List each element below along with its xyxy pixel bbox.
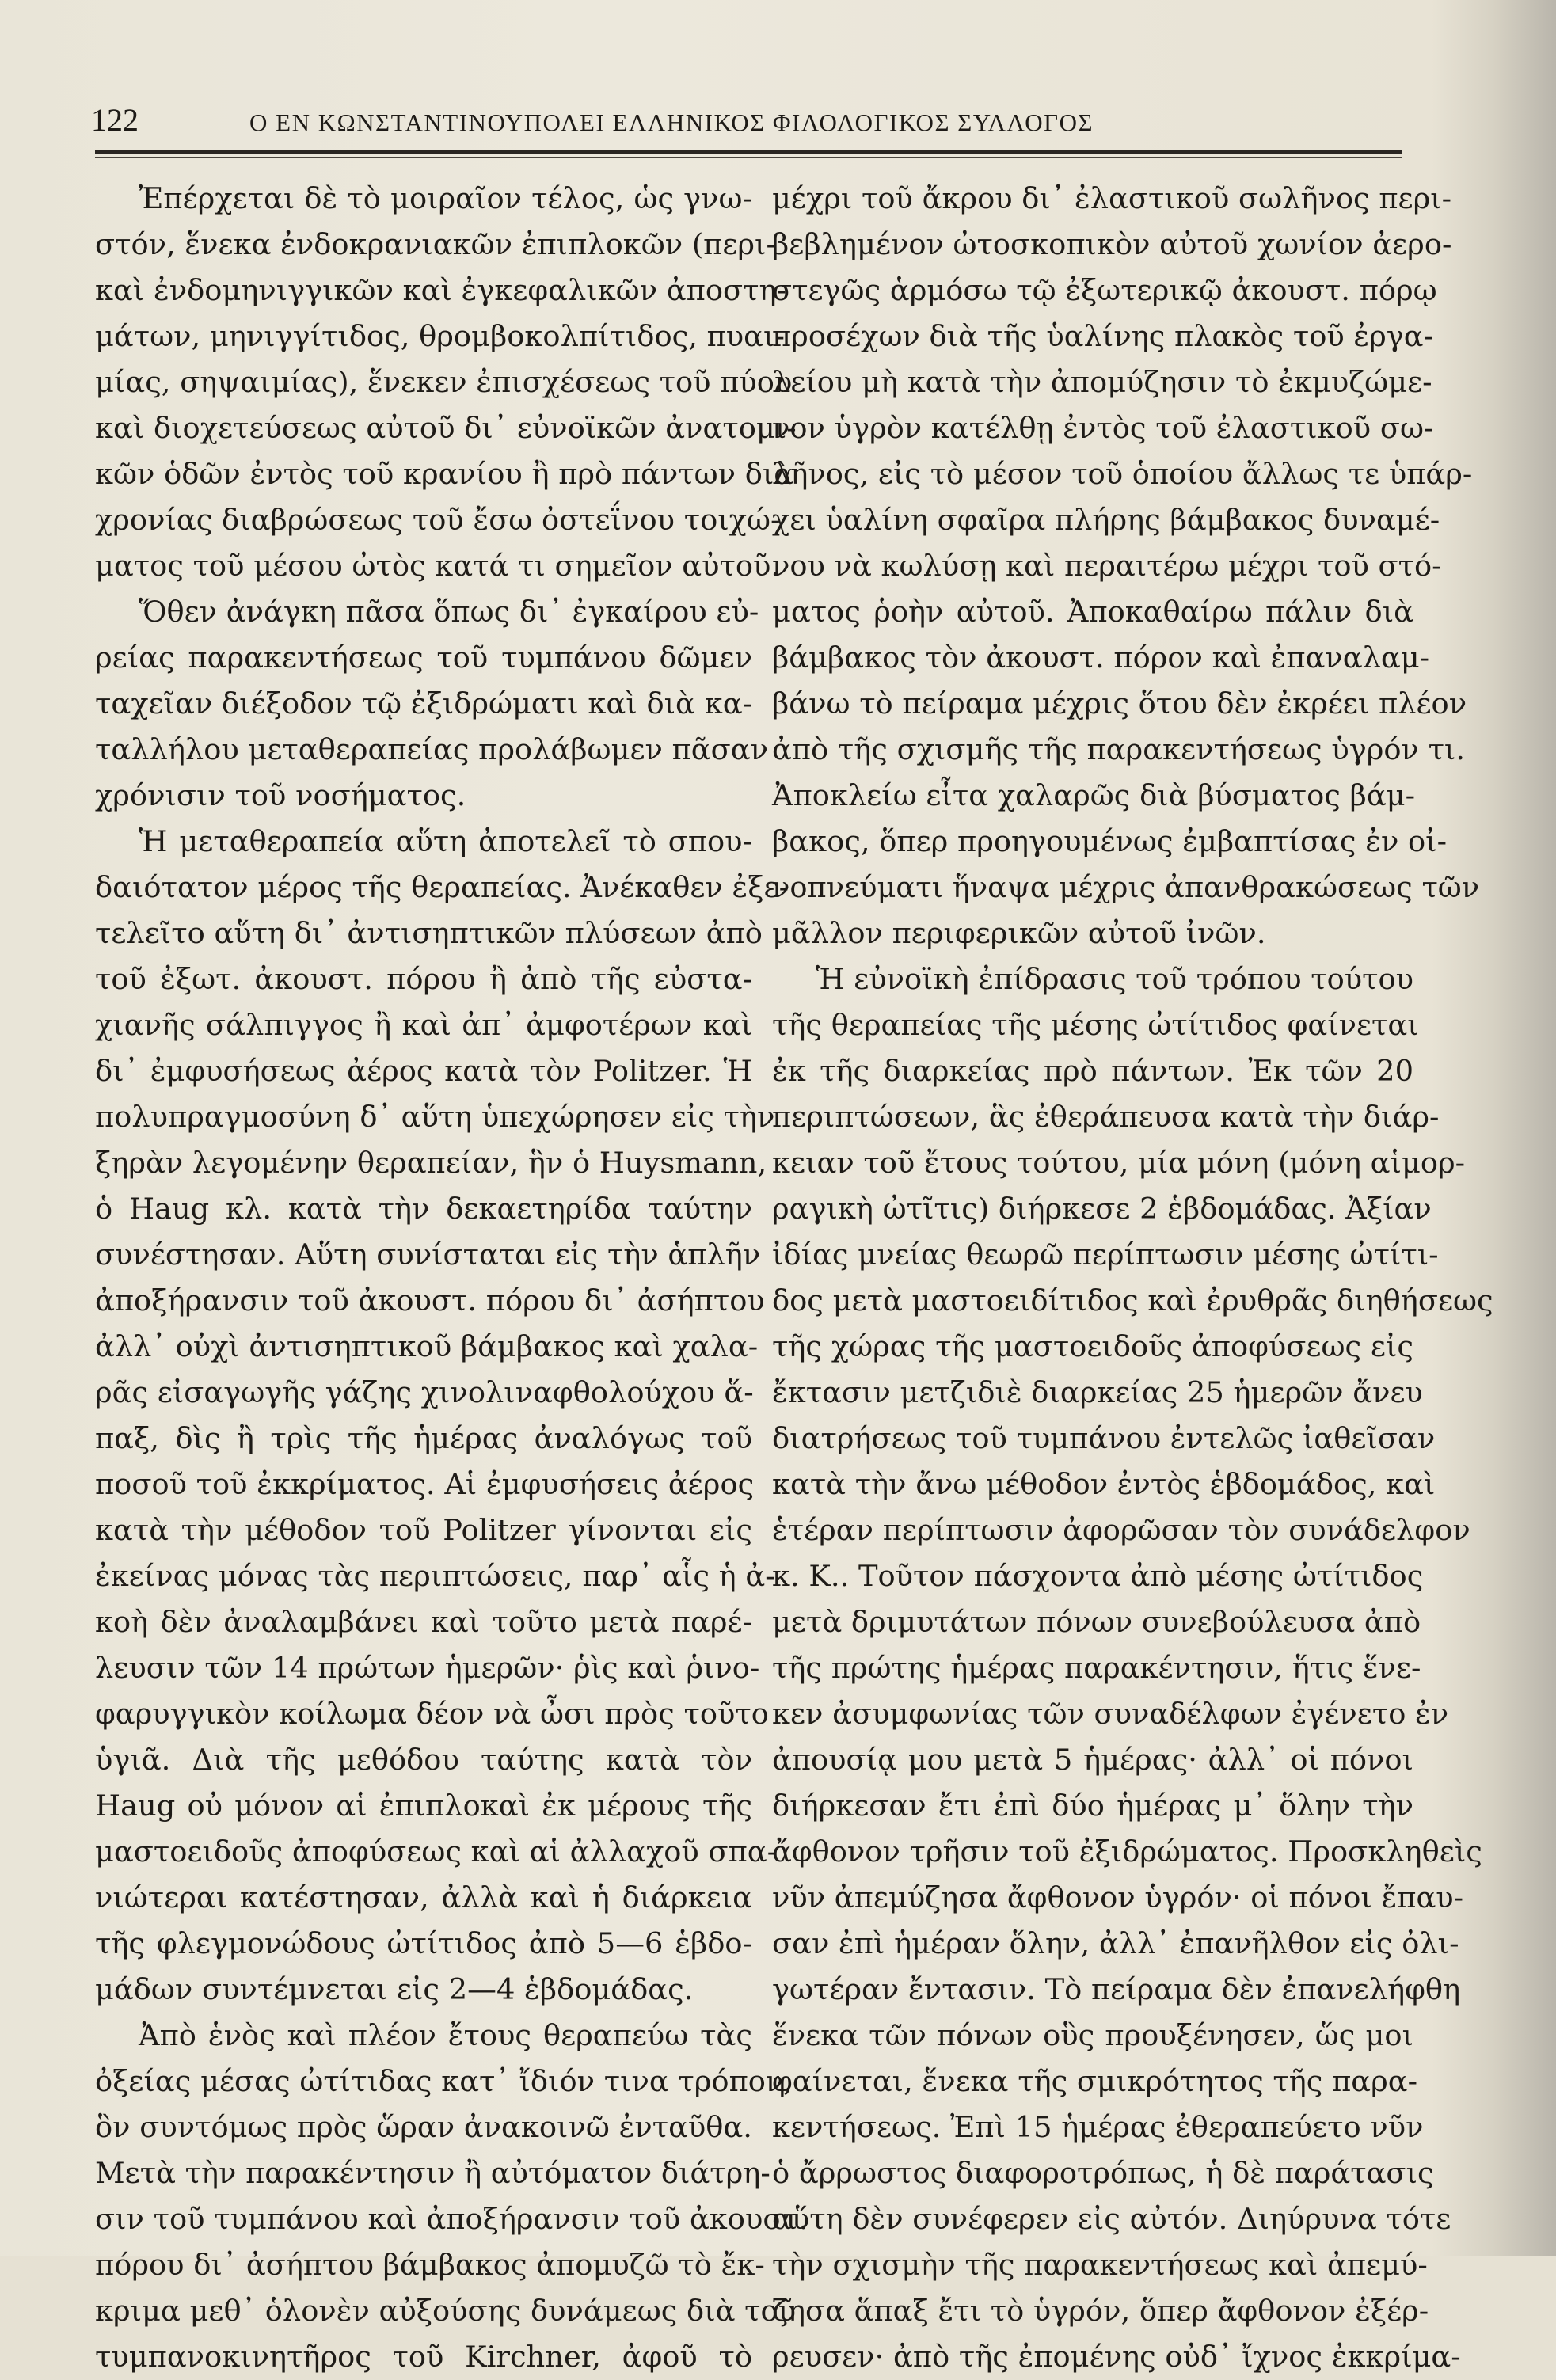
text-line: Ὅθεν ἀνάγκη πᾶσα ὅπως δι᾽ ἐγκαίρου εὐ- (139, 595, 759, 629)
text-line: τὴν σχισμὴν τῆς παρακεντήσεως καὶ ἀπεμύ- (772, 2248, 1428, 2282)
text-line: ξηρὰν λεγομένην θεραπείαν, ἣν ὁ Huysmann, (95, 1146, 767, 1180)
text-line: χρόνισιν τοῦ νοσήματος. (95, 778, 466, 812)
text-line: γωτέραν ἔντασιν. Τὸ πείραμα δὲν ἐπανελήφθη (772, 1972, 1461, 2006)
text-line: παξ, δὶς ἢ τρὶς τῆς ἡμέρας ἀναλόγως τοῦ (95, 1421, 752, 1455)
text-line: βάμβακος τὸν ἀκουστ. πόρον καὶ ἐπαναλαμ- (772, 641, 1430, 675)
text-line: ἐκ τῆς διαρκείας πρὸ πάντων. Ἐκ τῶν 20 (772, 1054, 1413, 1088)
text-line: βάνω τὸ πείραμα μέχρις ὅτου δὲν ἐκρέει πλέον (772, 686, 1467, 720)
text-line: σαν ἐπὶ ἡμέραν ὅλην, ἀλλ᾽ ἐπανῆλθον εἰς ὀλι- (772, 1926, 1459, 1960)
text-line: ρείας παρακεντήσεως τοῦ τυμπάνου δῶμεν (95, 641, 752, 675)
text-line: ματος τοῦ μέσου ὠτὸς κατά τι σημεῖον αὐτοῦ. (95, 549, 781, 583)
header-rule-thin (95, 157, 1402, 158)
text-line: ἀπὸ τῆς σχισμῆς τῆς παρακεντήσεως ὑγρόν τι. (772, 732, 1466, 766)
text-line: ἐκείνας μόνας τὰς περιπτώσεις, παρ᾽ αἷς ἡ ἀ- (95, 1559, 775, 1593)
text-line: μίας, σηψαιμίας), ἕνεκεν ἐπισχέσεως τοῦ πύου (95, 365, 793, 399)
text-line: βεβλημένον ὠτοσκοπικὸν αὐτοῦ χωνίον ἀερο- (772, 227, 1452, 261)
text-line: λευσιν τῶν 14 πρώτων ἡμερῶν· ῥὶς καὶ ῥινο- (95, 1651, 760, 1685)
text-line: τῆς πρώτης ἡμέρας παρακέντησιν, ἥτις ἕνε- (772, 1651, 1421, 1685)
text-line: φαρυγγικὸν κοίλωμα δέον νὰ ὦσι πρὸς τοῦτο (95, 1697, 769, 1731)
text-line: ἀπουσίᾳ μου μετὰ 5 ἡμέρας· ἀλλ᾽ οἱ πόνοι (772, 1743, 1413, 1777)
text-line: ὃν συντόμως πρὸς ὥραν ἀνακοινῶ ἐνταῦθα. (95, 2110, 752, 2144)
text-line: Μετὰ τὴν παρακέντησιν ἢ αὐτόματον διάτρη- (95, 2156, 770, 2190)
text-line: νου νὰ κωλύσῃ καὶ περαιτέρω μέχρι τοῦ στό- (772, 549, 1442, 583)
text-line: φαίνεται, ἕνεκα τῆς σμικρότητος τῆς παρα- (772, 2064, 1418, 2098)
text-line: ἑτέραν περίπτωσιν ἀφορῶσαν τὸν συνάδελφον (772, 1513, 1470, 1547)
text-line: ματος ῥοὴν αὐτοῦ. Ἀποκαθαίρω πάλιν διὰ (772, 595, 1413, 629)
text-line: λείου μὴ κατὰ τὴν ἀπομύζησιν τὸ ἐκμυζώμε- (772, 365, 1432, 399)
text-line: νον ὑγρὸν κατέλθῃ ἐντὸς τοῦ ἐλαστικοῦ σω- (772, 411, 1434, 445)
text-line: κοὴ δὲν ἀναλαμβάνει καὶ τοῦτο μετὰ παρέ- (95, 1605, 752, 1639)
text-line: δαιότατον μέρος τῆς θεραπείας. Ἀνέκαθεν ἐξε- (95, 870, 789, 904)
text-line: κειαν τοῦ ἔτους τούτου, μία μόνη (μόνη αἱμορ- (772, 1146, 1466, 1180)
text-line: ὁ Haug κλ. κατὰ τὴν δεκαετηρίδα ταύτην (95, 1192, 752, 1226)
text-line: κεν ἀσυμφωνίας τῶν συναδέλφων ἐγένετο ἐν (772, 1697, 1449, 1731)
text-line: ἀποξήρανσιν τοῦ ἀκουστ. πόρου δι᾽ ἀσήπτου (95, 1283, 765, 1317)
text-line: ταλλήλου μεταθεραπείας προλάβωμεν πᾶσαν (95, 732, 768, 766)
text-line: διατρήσεως τοῦ τυμπάνου ἐντελῶς ἰαθεῖσαν (772, 1421, 1436, 1455)
text-line: κατὰ τὴν ἄνω μέθοδον ἐντὸς ἑβδομάδος, καὶ (772, 1467, 1436, 1501)
left-column (95, 176, 808, 2380)
text-line: τυμπανοκινητῆρος τοῦ Kirchner, ἀφοῦ τὸ (95, 2340, 752, 2374)
text-line: χιανῆς σάλπιγγος ἢ καὶ ἀπ᾽ ἀμφοτέρων καὶ (95, 1008, 752, 1042)
text-line: πόρου δι᾽ ἀσήπτου βάμβακος ἀπομυζῶ τὸ ἔκ- (95, 2248, 765, 2282)
right-column (772, 176, 1493, 2380)
text-line: λῆνος, εἰς τὸ μέσον τοῦ ὁποίου ἄλλως τε ὑπάρ- (772, 457, 1473, 491)
text-line: μάτων, μηνιγγίτιδος, θρομβοκολπίτιδος, πυαι- (95, 319, 785, 353)
text-line: τῆς χώρας τῆς μαστοειδοῦς ἀποφύσεως εἰς (772, 1329, 1413, 1363)
text-line: καὶ ἐνδομηνιγγικῶν καὶ ἐγκεφαλικῶν ἀποστη- (95, 273, 786, 307)
text-line: ρευσεν· ἀπὸ τῆς ἐπομένης οὐδ᾽ ἴχνος ἐκκρίμα- (772, 2340, 1461, 2374)
running-title: Ο ΕΝ ΚΩΝΣΤΑΝΤΙΝΟΥΠΟΛΕΙ ΕΛΛΗΝΙΚΟΣ ΦΙΛΟΛΟΓΙΚΟΣ ΣΥΛΛΟΓΟΣ (249, 108, 1094, 136)
text-line: κατὰ τὴν μέθοδον τοῦ Politzer γίνονται εἰς (95, 1513, 752, 1547)
text-line: μετὰ δριμυτάτων πόνων συνεβούλευσα ἀπὸ (772, 1605, 1421, 1639)
text-line: ὁ ἄρρωστος διαφοροτρόπως, ἡ δὲ παράτασις (772, 2156, 1434, 2190)
text-line: αὕτη δὲν συνέφερεν εἰς αὐτόν. Διηύρυνα τότε (772, 2202, 1451, 2236)
text-line: κεντήσεως. Ἐπὶ 15 ἡμέρας ἐθεραπεύετο νῦν (772, 2110, 1424, 2144)
text-line: Ἡ μεταθεραπεία αὕτη ἀποτελεῖ τὸ σπου- (139, 824, 752, 858)
text-line: δος μετὰ μαστοειδίτιδος καὶ ἐρυθρᾶς διηθήσεως (772, 1283, 1493, 1317)
text-line: μάδων συντέμνεται εἰς 2—4 ἑβδομάδας. (95, 1972, 694, 2006)
text-line: ζησα ἅπαξ ἔτι τὸ ὑγρόν, ὅπερ ἄφθονον ἐξέρ- (772, 2294, 1429, 2328)
text-line: ταχεῖαν διέξοδον τῷ ἐξιδρώματι καὶ διὰ κα- (95, 686, 752, 720)
text-line: κ. Κ.. Τοῦτον πάσχοντα ἀπὸ μέσης ὠτίτιδος (772, 1559, 1424, 1593)
text-line: Ἡ εὐνοϊκὴ ἐπίδρασις τοῦ τρόπου τούτου (816, 962, 1414, 996)
text-line: συνέστησαν. Αὕτη συνίσταται εἰς τὴν ἁπλῆν (95, 1238, 761, 1272)
text-line: προσέχων διὰ τῆς ὑαλίνης πλακὸς τοῦ ἐργα- (772, 319, 1434, 353)
page-number: 122 (91, 102, 139, 138)
text-line: τῆς θεραπείας τῆς μέσης ὠτίτιδος φαίνεται (772, 1008, 1419, 1042)
text-line: χρονίας διαβρώσεως τοῦ ἔσω ὀστεΐνου τοιχώ- (95, 503, 781, 537)
text-line: Ἀπὸ ἑνὸς καὶ πλέον ἔτους θεραπεύω τὰς (139, 2018, 752, 2052)
text-line: ἀλλ᾽ οὐχὶ ἀντισηπτικοῦ βάμβακος καὶ χαλα- (95, 1329, 759, 1363)
text-line: ἕνεκα τῶν πόνων οὓς προυξένησεν, ὥς μοι (772, 2018, 1413, 2052)
text-line: ρᾶς εἰσαγωγῆς γάζης χινολιναφθολούχου ἅ- (95, 1375, 754, 1409)
text-line: ραγικὴ ὠτῖτις) διήρκεσε 2 ἑβδομάδας. Ἀξίαν (772, 1192, 1432, 1226)
text-line: ὀξείας μέσας ὠτίτιδας κατ᾽ ἴδιόν τινα τρόπον, (95, 2064, 793, 2098)
text-line: Ἐπέρχεται δὲ τὸ μοιραῖον τέλος, ὡς γνω- (139, 181, 752, 215)
text-line: περιπτώσεων, ἃς ἐθεράπευσα κατὰ τὴν διάρ- (772, 1100, 1440, 1134)
text-line: νιώτεραι κατέστησαν, ἀλλὰ καὶ ἡ διάρκεια (95, 1880, 752, 1914)
text-line: μέχρι τοῦ ἄκρου δι᾽ ἐλαστικοῦ σωλῆνος περι- (772, 181, 1452, 215)
text-line: κῶν ὁδῶν ἐντὸς τοῦ κρανίου ἢ πρὸ πάντων διὰ (95, 457, 794, 491)
text-line: μᾶλλον περιφερικῶν αὐτοῦ ἰνῶν. (772, 916, 1266, 950)
running-header (91, 101, 1390, 139)
text-line: κριμα μεθ᾽ ὁλονὲν αὐξούσης δυνάμεως διὰ τοῦ (95, 2294, 797, 2328)
text-line: νοπνεύματι ἥναψα μέχρις ἀπανθρακώσεως τῶν (772, 870, 1480, 904)
text-line: ὑγιᾶ. Διὰ τῆς μεθόδου ταύτης κατὰ τὸν (95, 1743, 752, 1777)
text-line: χει ὑαλίνη σφαῖρα πλήρης βάμβακος δυναμέ- (772, 503, 1440, 537)
text-line: στόν, ἕνεκα ἐνδοκρανιακῶν ἐπιπλοκῶν (περι- (95, 227, 776, 261)
text-line: τελεῖτο αὕτη δι᾽ ἀντισηπτικῶν πλύσεων ἀπὸ (95, 916, 763, 950)
text-line: στεγῶς ἁρμόσω τῷ ἐξωτερικῷ ἀκουστ. πόρῳ (772, 273, 1437, 307)
text-line: διήρκεσαν ἔτι ἐπὶ δύο ἡμέρας μ᾽ ὅλην τὴν (772, 1789, 1413, 1823)
text-line: Ἀποκλείω εἶτα χαλαρῶς διὰ βύσματος βάμ- (772, 778, 1416, 812)
text-line: πολυπραγμοσύνη δ᾽ αὕτη ὑπεχώρησεν εἰς τὴν (95, 1100, 775, 1134)
text-line: ἄφθονον τρῆσιν τοῦ ἐξιδρώματος. Προσκληθεὶς (772, 1834, 1482, 1869)
header-rule-thick (95, 150, 1402, 154)
text-line: Haug οὐ μόνον αἱ ἐπιπλοκαὶ ἐκ μέρους τῆς (95, 1789, 752, 1823)
text-line: ἔκτασιν μετζιδιὲ διαρκείας 25 ἡμερῶν ἄνευ (772, 1375, 1423, 1409)
text-line: σιν τοῦ τυμπάνου καὶ ἀποξήρανσιν τοῦ ἀκουστ. (95, 2202, 808, 2236)
text-line: νῦν ἀπεμύζησα ἄφθονον ὑγρόν· οἱ πόνοι ἔπαυ- (772, 1880, 1464, 1914)
text-line: ἰδίας μνείας θεωρῶ περίπτωσιν μέσης ὠτίτι- (772, 1238, 1439, 1272)
text-line: δι᾽ ἐμφυσήσεως ἀέρος κατὰ τὸν Politzer. Ἡ (95, 1054, 752, 1088)
text-line: τῆς φλεγμονώδους ὠτίτιδος ἀπὸ 5—6 ἑβδο- (95, 1926, 752, 1960)
text-line: ποσοῦ τοῦ ἐκκρίματος. Αἱ ἐμφυσήσεις ἀέρος (95, 1467, 755, 1501)
text-line: καὶ διοχετεύσεως αὐτοῦ δι᾽ εὐνοϊκῶν ἀνατομι- (95, 411, 797, 445)
text-line: βακος, ὅπερ προηγουμένως ἐμβαπτίσας ἐν οἰ- (772, 824, 1448, 858)
text-line: μαστοειδοῦς ἀποφύσεως καὶ αἱ ἀλλαχοῦ σπα- (95, 1834, 778, 1869)
text-line: τοῦ ἐξωτ. ἀκουστ. πόρου ἢ ἀπὸ τῆς εὐστα- (95, 962, 752, 996)
